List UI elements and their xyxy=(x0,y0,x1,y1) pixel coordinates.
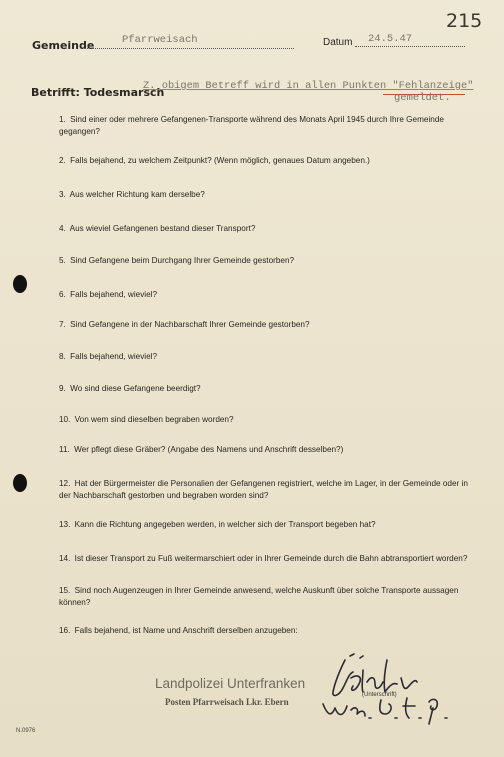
datum-field-line xyxy=(355,46,465,47)
question-4: 4. Aus wieviel Gefangenen bestand dieser Transport? xyxy=(59,224,256,233)
betrifft-label: Betrifft: Todesmarsch xyxy=(31,86,165,99)
question-16: 16. Falls bejahend, ist Name und Anschrift derselben anzugeben: xyxy=(59,626,298,635)
question-8: 8. Falls bejahend, wieviel? xyxy=(59,352,158,361)
betrifft-line-2: gemeldet. xyxy=(394,92,451,104)
question-14: 14. Ist dieser Transport zu Fuß weitermarschiert oder in Ihrer Gemeinde durch die Bahn abtransportiert worden? xyxy=(59,554,468,563)
punch-hole-top xyxy=(13,275,27,293)
question-1: 1. Sind einer oder mehrere Gefangenen-Transporte während des Monats April 1945 durch Ihre Gemeinde gegangen? xyxy=(59,115,444,136)
question-7: 7. Sind Gefangene in der Nachbarschaft Ihrer Gemeinde gestorben? xyxy=(59,320,310,329)
question-5: 5. Sind Gefangene beim Durchgang Ihrer Gemeinde gestorben? xyxy=(59,256,295,265)
question-12: 12. Hat der Bürgermeister die Personalien der Gefangenen registriert, welche im Lager, in der Gemeinde oder in der Nachbarschaft gestorben und begraben worden sind? xyxy=(59,479,468,500)
stamp-line-2: Posten Pfarrweisach Lkr. Ebern xyxy=(165,697,289,707)
datum-value: 24.5.47 xyxy=(368,33,413,45)
question-3: 3. Aus welcher Richtung kam derselbe? xyxy=(59,190,205,199)
page-number: 215 xyxy=(446,10,483,32)
betrifft-line-1: Z. obigem Betreff wird in allen Punkten "Fehlanzeige" xyxy=(143,80,474,92)
question-6: 6. Falls bejahend, wieviel? xyxy=(59,290,158,299)
punch-hole-bottom xyxy=(13,474,27,492)
handwritten-signature xyxy=(305,648,475,728)
question-11: 11. Wer pflegt diese Gräber? (Angabe des Namens und Anschrift desselben?) xyxy=(59,445,344,454)
question-9: 9. Wo sind diese Gefangene beerdigt? xyxy=(59,384,201,393)
question-2: 2. Falls bejahend, zu welchem Zeitpunkt? (Wenn möglich, genaues Datum angeben.) xyxy=(59,156,370,165)
gemeinde-label: Gemeinde xyxy=(32,39,95,52)
question-13: 13. Kann die Richtung angegeben werden, in welcher sich der Transport begeben hat? xyxy=(59,520,376,529)
signature-label: (Unterschrift) xyxy=(362,692,397,698)
gemeinde-field-line xyxy=(84,48,294,49)
question-10: 10. Von wem sind dieselben begraben worden? xyxy=(59,415,234,424)
question-15: 15. Sind noch Augenzeugen in Ihrer Gemeinde anwesend, welche Auskunft über solche Transporte aussagen können? xyxy=(59,586,459,607)
gemeinde-value: Pfarrweisach xyxy=(122,34,198,46)
stamp-line-1: Landpolizei Unterfranken xyxy=(155,676,306,691)
datum-label: Datum xyxy=(323,37,353,48)
form-code: N.0976 xyxy=(16,728,36,734)
